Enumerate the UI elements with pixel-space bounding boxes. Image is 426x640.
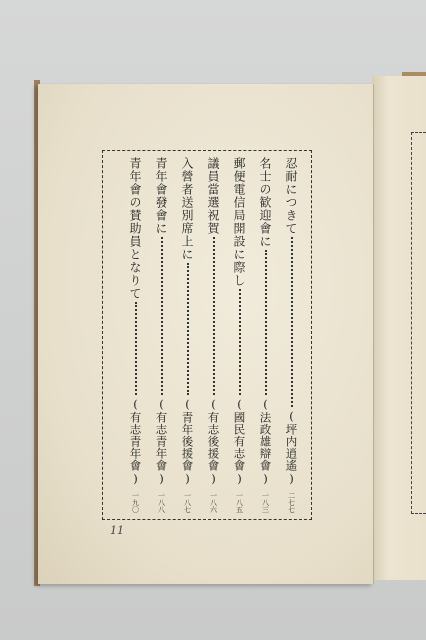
toc-entry bbox=[280, 157, 303, 513]
entry-page: 一八三 bbox=[261, 492, 270, 513]
open-book bbox=[30, 72, 426, 584]
entry-title: 忍耐につきて bbox=[284, 157, 298, 235]
entry-title: 入營者送別席上に bbox=[180, 157, 194, 261]
toc-frame bbox=[102, 150, 312, 520]
entry-page: 一九〇 bbox=[131, 492, 140, 513]
entry-author: (法政雄辯會) bbox=[258, 397, 273, 486]
entry-page: 一八七 bbox=[183, 492, 192, 513]
entry-title: 青年會發會に bbox=[154, 157, 168, 235]
entry-title: 議員當選祝賀 bbox=[206, 157, 220, 235]
toc-entry bbox=[228, 157, 251, 513]
entry-page: 一八六 bbox=[209, 492, 218, 513]
entry-author: (有志青年會) bbox=[128, 397, 143, 486]
entry-title: 名士の歓迎會に bbox=[258, 157, 272, 248]
entry-page: 一八八 bbox=[157, 492, 166, 513]
toc-entry bbox=[176, 157, 199, 513]
entry-author: (坪内逍遙) bbox=[284, 409, 299, 486]
toc-entry bbox=[124, 157, 147, 513]
leader-dots bbox=[213, 237, 215, 395]
leader-dots bbox=[187, 263, 189, 395]
entry-author: (青年後援會) bbox=[180, 397, 195, 486]
table-of-contents bbox=[124, 157, 303, 513]
entry-author: (有志青年會) bbox=[154, 397, 169, 486]
entry-title: 青年會の賛助員となりて bbox=[128, 157, 142, 300]
toc-entry bbox=[254, 157, 277, 513]
leader-dots bbox=[265, 250, 267, 395]
right-page-frame bbox=[411, 132, 426, 514]
left-page bbox=[38, 84, 374, 584]
leader-dots bbox=[161, 237, 163, 395]
entry-page: 一八五 bbox=[235, 492, 244, 513]
entry-author: (國民有志會) bbox=[232, 397, 247, 486]
entry-author: (有志後援會) bbox=[206, 397, 221, 486]
leader-dots bbox=[239, 289, 241, 395]
toc-entry bbox=[202, 157, 225, 513]
entry-page: 二七七 bbox=[287, 492, 296, 513]
entry-title: 郵便電信局開設に際し bbox=[232, 157, 246, 287]
leader-dots bbox=[291, 237, 293, 407]
leader-dots bbox=[135, 302, 137, 395]
toc-entry bbox=[150, 157, 173, 513]
page-number: 11 bbox=[110, 524, 124, 537]
